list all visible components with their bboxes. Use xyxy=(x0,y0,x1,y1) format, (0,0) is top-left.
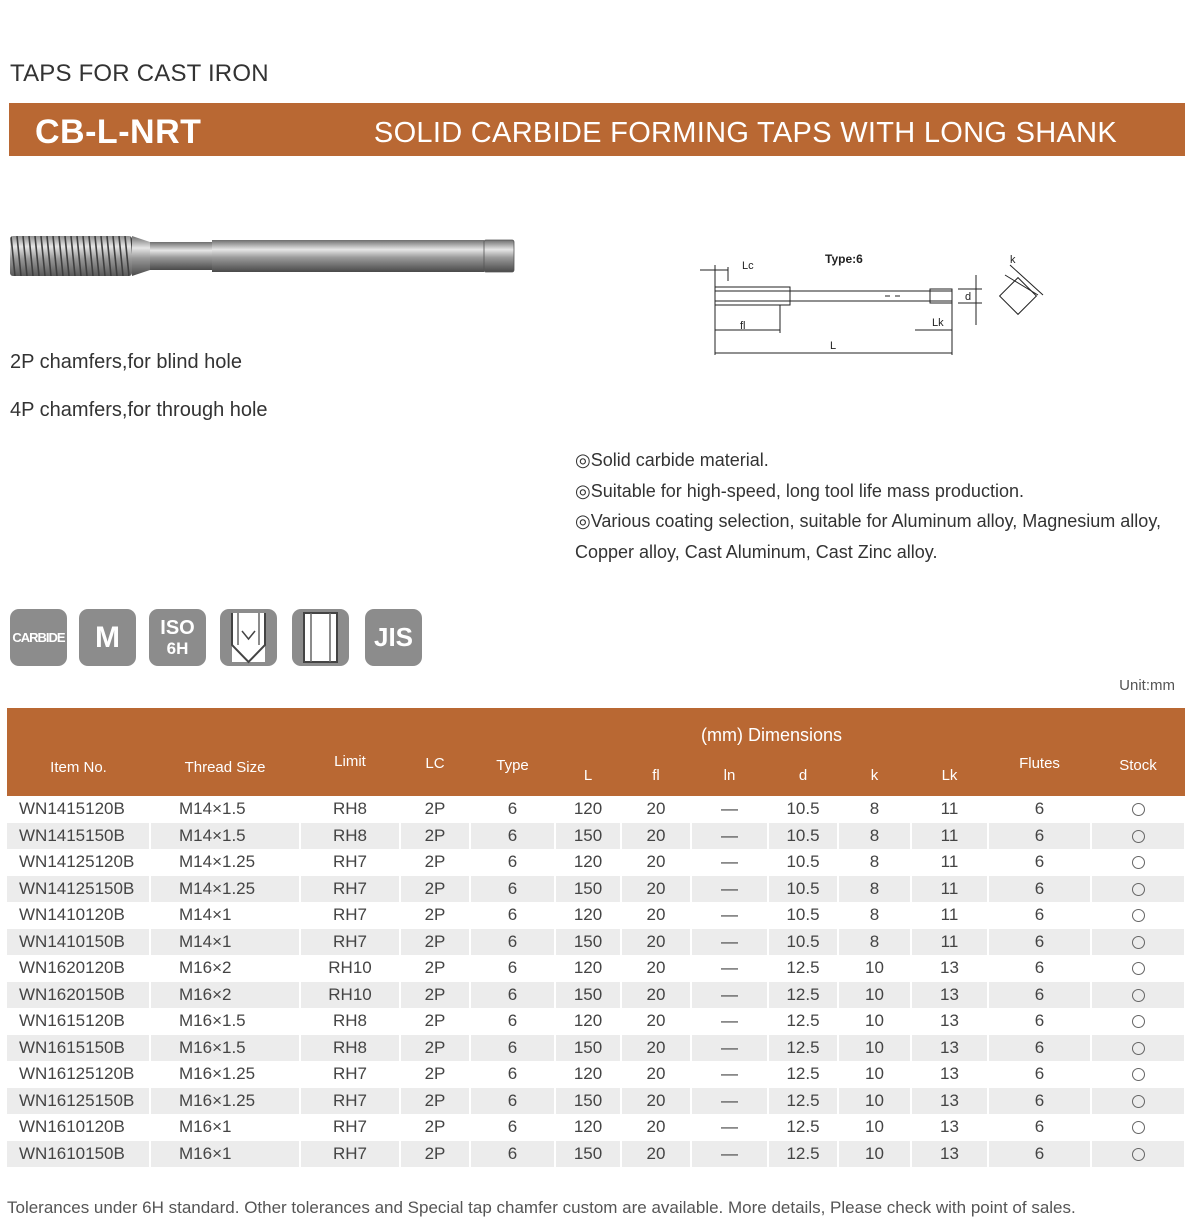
unit-label: Unit:mm xyxy=(1119,677,1175,694)
col-header-limit: Limit xyxy=(300,708,400,796)
col-header-flutes: Flutes xyxy=(988,708,1091,796)
cell-item-no: WN1410120B xyxy=(7,902,150,929)
cell-ln: — xyxy=(691,929,768,956)
cell-d: 12.5 xyxy=(768,1088,838,1115)
cell-lk: 13 xyxy=(911,955,988,982)
col-header-stock: Stock xyxy=(1091,708,1185,796)
cell-limit: RH10 xyxy=(300,982,400,1009)
stock-circle-icon xyxy=(1132,830,1145,843)
cell-item-no: WN1620120B xyxy=(7,955,150,982)
cell-d: 10.5 xyxy=(768,823,838,850)
carbide-badge-label: CARBIDE xyxy=(12,630,65,645)
cell-type: 6 xyxy=(470,876,555,903)
cell-thread-size: M14×1.5 xyxy=(150,823,300,850)
cell-thread-size: M16×2 xyxy=(150,982,300,1009)
cell-stock xyxy=(1091,982,1185,1009)
col-header-l: L xyxy=(555,754,621,796)
cell-lc: 2P xyxy=(400,1035,470,1062)
drawing-type-label: Type:6 xyxy=(825,252,863,266)
cell-k: 10 xyxy=(838,1061,911,1088)
cell-fl: 20 xyxy=(621,982,691,1009)
cell-flutes: 6 xyxy=(988,929,1091,956)
cell-limit: RH7 xyxy=(300,902,400,929)
metric-badge-label: M xyxy=(95,620,120,654)
spec-table xyxy=(7,708,1186,1167)
cell-limit: RH8 xyxy=(300,1008,400,1035)
cell-limit: RH8 xyxy=(300,823,400,850)
cell-lc: 2P xyxy=(400,902,470,929)
cell-type: 6 xyxy=(470,796,555,823)
cell-lc: 2P xyxy=(400,1114,470,1141)
cell-lk: 11 xyxy=(911,929,988,956)
cell-ln: — xyxy=(691,1114,768,1141)
cell-lk: 13 xyxy=(911,1114,988,1141)
cell-stock xyxy=(1091,1061,1185,1088)
table-row xyxy=(7,1061,1185,1088)
table-row xyxy=(7,1008,1185,1035)
cell-l: 120 xyxy=(555,902,621,929)
col-header-lk: Lk xyxy=(911,754,988,796)
col-header-dimensions: (mm) Dimensions xyxy=(555,708,988,754)
stock-circle-icon xyxy=(1132,936,1145,949)
cell-thread-size: M16×1 xyxy=(150,1141,300,1168)
cell-k: 8 xyxy=(838,929,911,956)
stock-circle-icon xyxy=(1132,803,1145,816)
cell-stock xyxy=(1091,823,1185,850)
table-body xyxy=(7,796,1185,1167)
cell-l: 120 xyxy=(555,1114,621,1141)
cell-thread-size: M14×1 xyxy=(150,902,300,929)
cell-stock xyxy=(1091,902,1185,929)
cell-fl: 20 xyxy=(621,796,691,823)
stock-circle-icon xyxy=(1132,856,1145,869)
drawing-label-lk: Lk xyxy=(932,317,944,329)
cell-stock xyxy=(1091,1141,1185,1168)
cell-lc: 2P xyxy=(400,1061,470,1088)
cell-l: 120 xyxy=(555,849,621,876)
cell-flutes: 6 xyxy=(988,902,1091,929)
through-hole-icon xyxy=(292,609,349,666)
cell-limit: RH7 xyxy=(300,849,400,876)
cell-fl: 20 xyxy=(621,849,691,876)
table-row xyxy=(7,955,1185,982)
cell-lk: 13 xyxy=(911,1008,988,1035)
cell-flutes: 6 xyxy=(988,1088,1091,1115)
cell-lk: 11 xyxy=(911,876,988,903)
cell-lk: 13 xyxy=(911,1141,988,1168)
cell-l: 120 xyxy=(555,1008,621,1035)
cell-ln: — xyxy=(691,902,768,929)
table-row xyxy=(7,929,1185,956)
cell-limit: RH8 xyxy=(300,1035,400,1062)
cell-limit: RH7 xyxy=(300,1088,400,1115)
cell-type: 6 xyxy=(470,902,555,929)
cell-l: 120 xyxy=(555,1061,621,1088)
col-header-type: Type xyxy=(470,708,555,796)
table-row xyxy=(7,796,1185,823)
cell-item-no: WN14125150B xyxy=(7,876,150,903)
cell-type: 6 xyxy=(470,1114,555,1141)
cell-fl: 20 xyxy=(621,929,691,956)
cell-type: 6 xyxy=(470,823,555,850)
col-header-fl: fl xyxy=(621,754,691,796)
cell-flutes: 6 xyxy=(988,1008,1091,1035)
cell-limit: RH7 xyxy=(300,1141,400,1168)
table-row xyxy=(7,1114,1185,1141)
cell-d: 12.5 xyxy=(768,1008,838,1035)
cell-d: 12.5 xyxy=(768,1141,838,1168)
cell-stock xyxy=(1091,929,1185,956)
cell-lc: 2P xyxy=(400,849,470,876)
cell-item-no: WN1615150B xyxy=(7,1035,150,1062)
drawing-label-k: k xyxy=(1010,254,1016,266)
cell-lk: 11 xyxy=(911,902,988,929)
cell-k: 10 xyxy=(838,1088,911,1115)
cell-type: 6 xyxy=(470,1035,555,1062)
cell-item-no: WN1610150B xyxy=(7,1141,150,1168)
stock-circle-icon xyxy=(1132,1095,1145,1108)
tap-product-image xyxy=(10,232,515,280)
drawing-label-lc: Lc xyxy=(742,260,754,272)
cell-ln: — xyxy=(691,876,768,903)
cell-l: 150 xyxy=(555,929,621,956)
cell-flutes: 6 xyxy=(988,1035,1091,1062)
metric-m-badge-icon xyxy=(79,609,136,666)
drawing-label-fl: fl xyxy=(740,320,746,332)
cell-type: 6 xyxy=(470,849,555,876)
cell-type: 6 xyxy=(470,1061,555,1088)
cell-stock xyxy=(1091,1008,1185,1035)
cell-k: 10 xyxy=(838,982,911,1009)
cell-ln: — xyxy=(691,1035,768,1062)
iso-6h-badge-icon xyxy=(149,609,206,666)
cell-d: 10.5 xyxy=(768,902,838,929)
cell-type: 6 xyxy=(470,1088,555,1115)
feature-item: ◎Solid carbide material. xyxy=(575,450,769,470)
stock-circle-icon xyxy=(1132,883,1145,896)
cell-lc: 2P xyxy=(400,1141,470,1168)
cell-lc: 2P xyxy=(400,955,470,982)
cell-lk: 13 xyxy=(911,1035,988,1062)
table-row xyxy=(7,849,1185,876)
cell-ln: — xyxy=(691,982,768,1009)
cell-k: 8 xyxy=(838,796,911,823)
cell-l: 150 xyxy=(555,1141,621,1168)
cell-lc: 2P xyxy=(400,1088,470,1115)
cell-fl: 20 xyxy=(621,1114,691,1141)
cell-ln: — xyxy=(691,955,768,982)
cell-lk: 11 xyxy=(911,849,988,876)
chamfer-2p-note: 2P chamfers,for blind hole xyxy=(10,351,242,373)
stock-circle-icon xyxy=(1132,1068,1145,1081)
cell-type: 6 xyxy=(470,982,555,1009)
cell-d: 10.5 xyxy=(768,876,838,903)
cell-item-no: WN1615120B xyxy=(7,1008,150,1035)
cell-fl: 20 xyxy=(621,1088,691,1115)
table-row xyxy=(7,902,1185,929)
cell-k: 8 xyxy=(838,849,911,876)
cell-ln: — xyxy=(691,1061,768,1088)
cell-fl: 20 xyxy=(621,1035,691,1062)
cell-item-no: WN1415120B xyxy=(7,796,150,823)
cell-lk: 11 xyxy=(911,796,988,823)
cell-l: 150 xyxy=(555,876,621,903)
cell-lc: 2P xyxy=(400,1008,470,1035)
cell-l: 150 xyxy=(555,1035,621,1062)
cell-flutes: 6 xyxy=(988,1114,1091,1141)
table-row xyxy=(7,982,1185,1009)
cell-stock xyxy=(1091,876,1185,903)
cell-type: 6 xyxy=(470,929,555,956)
cell-limit: RH7 xyxy=(300,1061,400,1088)
cell-ln: — xyxy=(691,1088,768,1115)
cell-item-no: WN1610120B xyxy=(7,1114,150,1141)
cell-item-no: WN1620150B xyxy=(7,982,150,1009)
cell-flutes: 6 xyxy=(988,1141,1091,1168)
model-code: CB-L-NRT xyxy=(35,113,202,151)
cell-d: 12.5 xyxy=(768,955,838,982)
table-row xyxy=(7,823,1185,850)
footer-note: Tolerances under 6H standard. Other tolerances and Special tap chamfer custom are available. More details, Please check with point of sales. xyxy=(7,1198,1076,1217)
cell-stock xyxy=(1091,955,1185,982)
tap-technical-drawing xyxy=(690,245,1060,360)
cell-flutes: 6 xyxy=(988,982,1091,1009)
stock-circle-icon xyxy=(1132,962,1145,975)
table-row xyxy=(7,1035,1185,1062)
col-header-ln: ln xyxy=(691,754,768,796)
cell-lc: 2P xyxy=(400,796,470,823)
cell-stock xyxy=(1091,796,1185,823)
col-header-d: d xyxy=(768,754,838,796)
feature-item: ◎Various coating selection, suitable for Aluminum alloy, Magnesium alloy, Copper alloy, Cast Aluminum, Cast Zinc alloy. xyxy=(575,511,1161,562)
cell-item-no: WN14125120B xyxy=(7,849,150,876)
cell-type: 6 xyxy=(470,1008,555,1035)
cell-lk: 13 xyxy=(911,1088,988,1115)
feature-item: ◎Suitable for high-speed, long tool life mass production. xyxy=(575,480,1024,501)
iso-badge-label: ISO xyxy=(160,616,195,639)
cell-d: 12.5 xyxy=(768,1061,838,1088)
feature-list xyxy=(575,445,1175,567)
cell-limit: RH10 xyxy=(300,955,400,982)
cell-thread-size: M16×1.25 xyxy=(150,1088,300,1115)
cell-ln: — xyxy=(691,796,768,823)
cell-thread-size: M14×1.5 xyxy=(150,796,300,823)
cell-k: 8 xyxy=(838,823,911,850)
cell-flutes: 6 xyxy=(988,849,1091,876)
cell-flutes: 6 xyxy=(988,876,1091,903)
cell-k: 10 xyxy=(838,1141,911,1168)
cell-flutes: 6 xyxy=(988,955,1091,982)
cell-lc: 2P xyxy=(400,982,470,1009)
cell-limit: RH7 xyxy=(300,876,400,903)
col-header-lc: LC xyxy=(400,708,470,796)
cell-lk: 11 xyxy=(911,823,988,850)
cell-d: 12.5 xyxy=(768,982,838,1009)
cell-item-no: WN16125150B xyxy=(7,1088,150,1115)
cell-thread-size: M14×1.25 xyxy=(150,849,300,876)
cell-flutes: 6 xyxy=(988,823,1091,850)
col-header-item-no: Item No. xyxy=(7,708,150,796)
stock-circle-icon xyxy=(1132,989,1145,1002)
cell-d: 12.5 xyxy=(768,1035,838,1062)
cell-item-no: WN16125120B xyxy=(7,1061,150,1088)
cell-lc: 2P xyxy=(400,876,470,903)
cell-lc: 2P xyxy=(400,823,470,850)
cell-d: 10.5 xyxy=(768,849,838,876)
jis-badge-label: JIS xyxy=(373,622,414,652)
drawing-label-l: L xyxy=(830,340,837,352)
chamfer-4p-note: 4P chamfers,for through hole xyxy=(10,399,268,421)
col-header-thread-size: Thread Size xyxy=(150,708,300,796)
blind-hole-icon xyxy=(220,609,277,666)
table-row xyxy=(7,876,1185,903)
cell-fl: 20 xyxy=(621,902,691,929)
cell-limit: RH7 xyxy=(300,1114,400,1141)
section-title: TAPS FOR CAST IRON xyxy=(10,60,269,87)
cell-l: 120 xyxy=(555,955,621,982)
cell-thread-size: M16×1.5 xyxy=(150,1035,300,1062)
stock-circle-icon xyxy=(1132,1042,1145,1055)
cell-ln: — xyxy=(691,1141,768,1168)
header-subtitle: SOLID CARBIDE FORMING TAPS WITH LONG SHANK xyxy=(373,117,1117,149)
stock-circle-icon xyxy=(1132,1121,1145,1134)
cell-lc: 2P xyxy=(400,929,470,956)
stock-circle-icon xyxy=(1132,1148,1145,1161)
cell-ln: — xyxy=(691,823,768,850)
cell-k: 10 xyxy=(838,1035,911,1062)
cell-k: 8 xyxy=(838,902,911,929)
stock-circle-icon xyxy=(1132,909,1145,922)
stock-circle-icon xyxy=(1132,1015,1145,1028)
cell-fl: 20 xyxy=(621,955,691,982)
cell-l: 120 xyxy=(555,796,621,823)
cell-k: 10 xyxy=(838,1114,911,1141)
cell-type: 6 xyxy=(470,1141,555,1168)
cell-fl: 20 xyxy=(621,1061,691,1088)
cell-l: 150 xyxy=(555,823,621,850)
cell-fl: 20 xyxy=(621,876,691,903)
cell-thread-size: M16×2 xyxy=(150,955,300,982)
tolerance-badge-label: 6H xyxy=(166,638,189,658)
cell-thread-size: M16×1.5 xyxy=(150,1008,300,1035)
cell-fl: 20 xyxy=(621,1141,691,1168)
cell-item-no: WN1410150B xyxy=(7,929,150,956)
header-bar xyxy=(9,103,1185,156)
cell-flutes: 6 xyxy=(988,1061,1091,1088)
table-row xyxy=(7,1141,1185,1168)
col-header-k: k xyxy=(838,754,911,796)
cell-d: 10.5 xyxy=(768,796,838,823)
cell-stock xyxy=(1091,1088,1185,1115)
cell-ln: — xyxy=(691,1008,768,1035)
cell-limit: RH8 xyxy=(300,796,400,823)
cell-l: 150 xyxy=(555,1088,621,1115)
cell-thread-size: M14×1.25 xyxy=(150,876,300,903)
cell-lk: 13 xyxy=(911,982,988,1009)
cell-d: 12.5 xyxy=(768,1114,838,1141)
cell-ln: — xyxy=(691,849,768,876)
cell-l: 150 xyxy=(555,982,621,1009)
cell-flutes: 6 xyxy=(988,796,1091,823)
cell-item-no: WN1415150B xyxy=(7,823,150,850)
cell-lk: 13 xyxy=(911,1061,988,1088)
cell-fl: 20 xyxy=(621,823,691,850)
cell-type: 6 xyxy=(470,955,555,982)
jis-badge-icon xyxy=(365,609,422,666)
cell-stock xyxy=(1091,1035,1185,1062)
cell-thread-size: M16×1.25 xyxy=(150,1061,300,1088)
cell-k: 8 xyxy=(838,876,911,903)
carbide-badge-icon xyxy=(10,609,67,666)
cell-thread-size: M16×1 xyxy=(150,1114,300,1141)
drawing-label-d: d xyxy=(965,291,972,303)
cell-k: 10 xyxy=(838,1008,911,1035)
cell-stock xyxy=(1091,849,1185,876)
cell-k: 10 xyxy=(838,955,911,982)
cell-stock xyxy=(1091,1114,1185,1141)
cell-thread-size: M14×1 xyxy=(150,929,300,956)
cell-limit: RH7 xyxy=(300,929,400,956)
cell-d: 10.5 xyxy=(768,929,838,956)
cell-fl: 20 xyxy=(621,1008,691,1035)
table-row xyxy=(7,1088,1185,1115)
